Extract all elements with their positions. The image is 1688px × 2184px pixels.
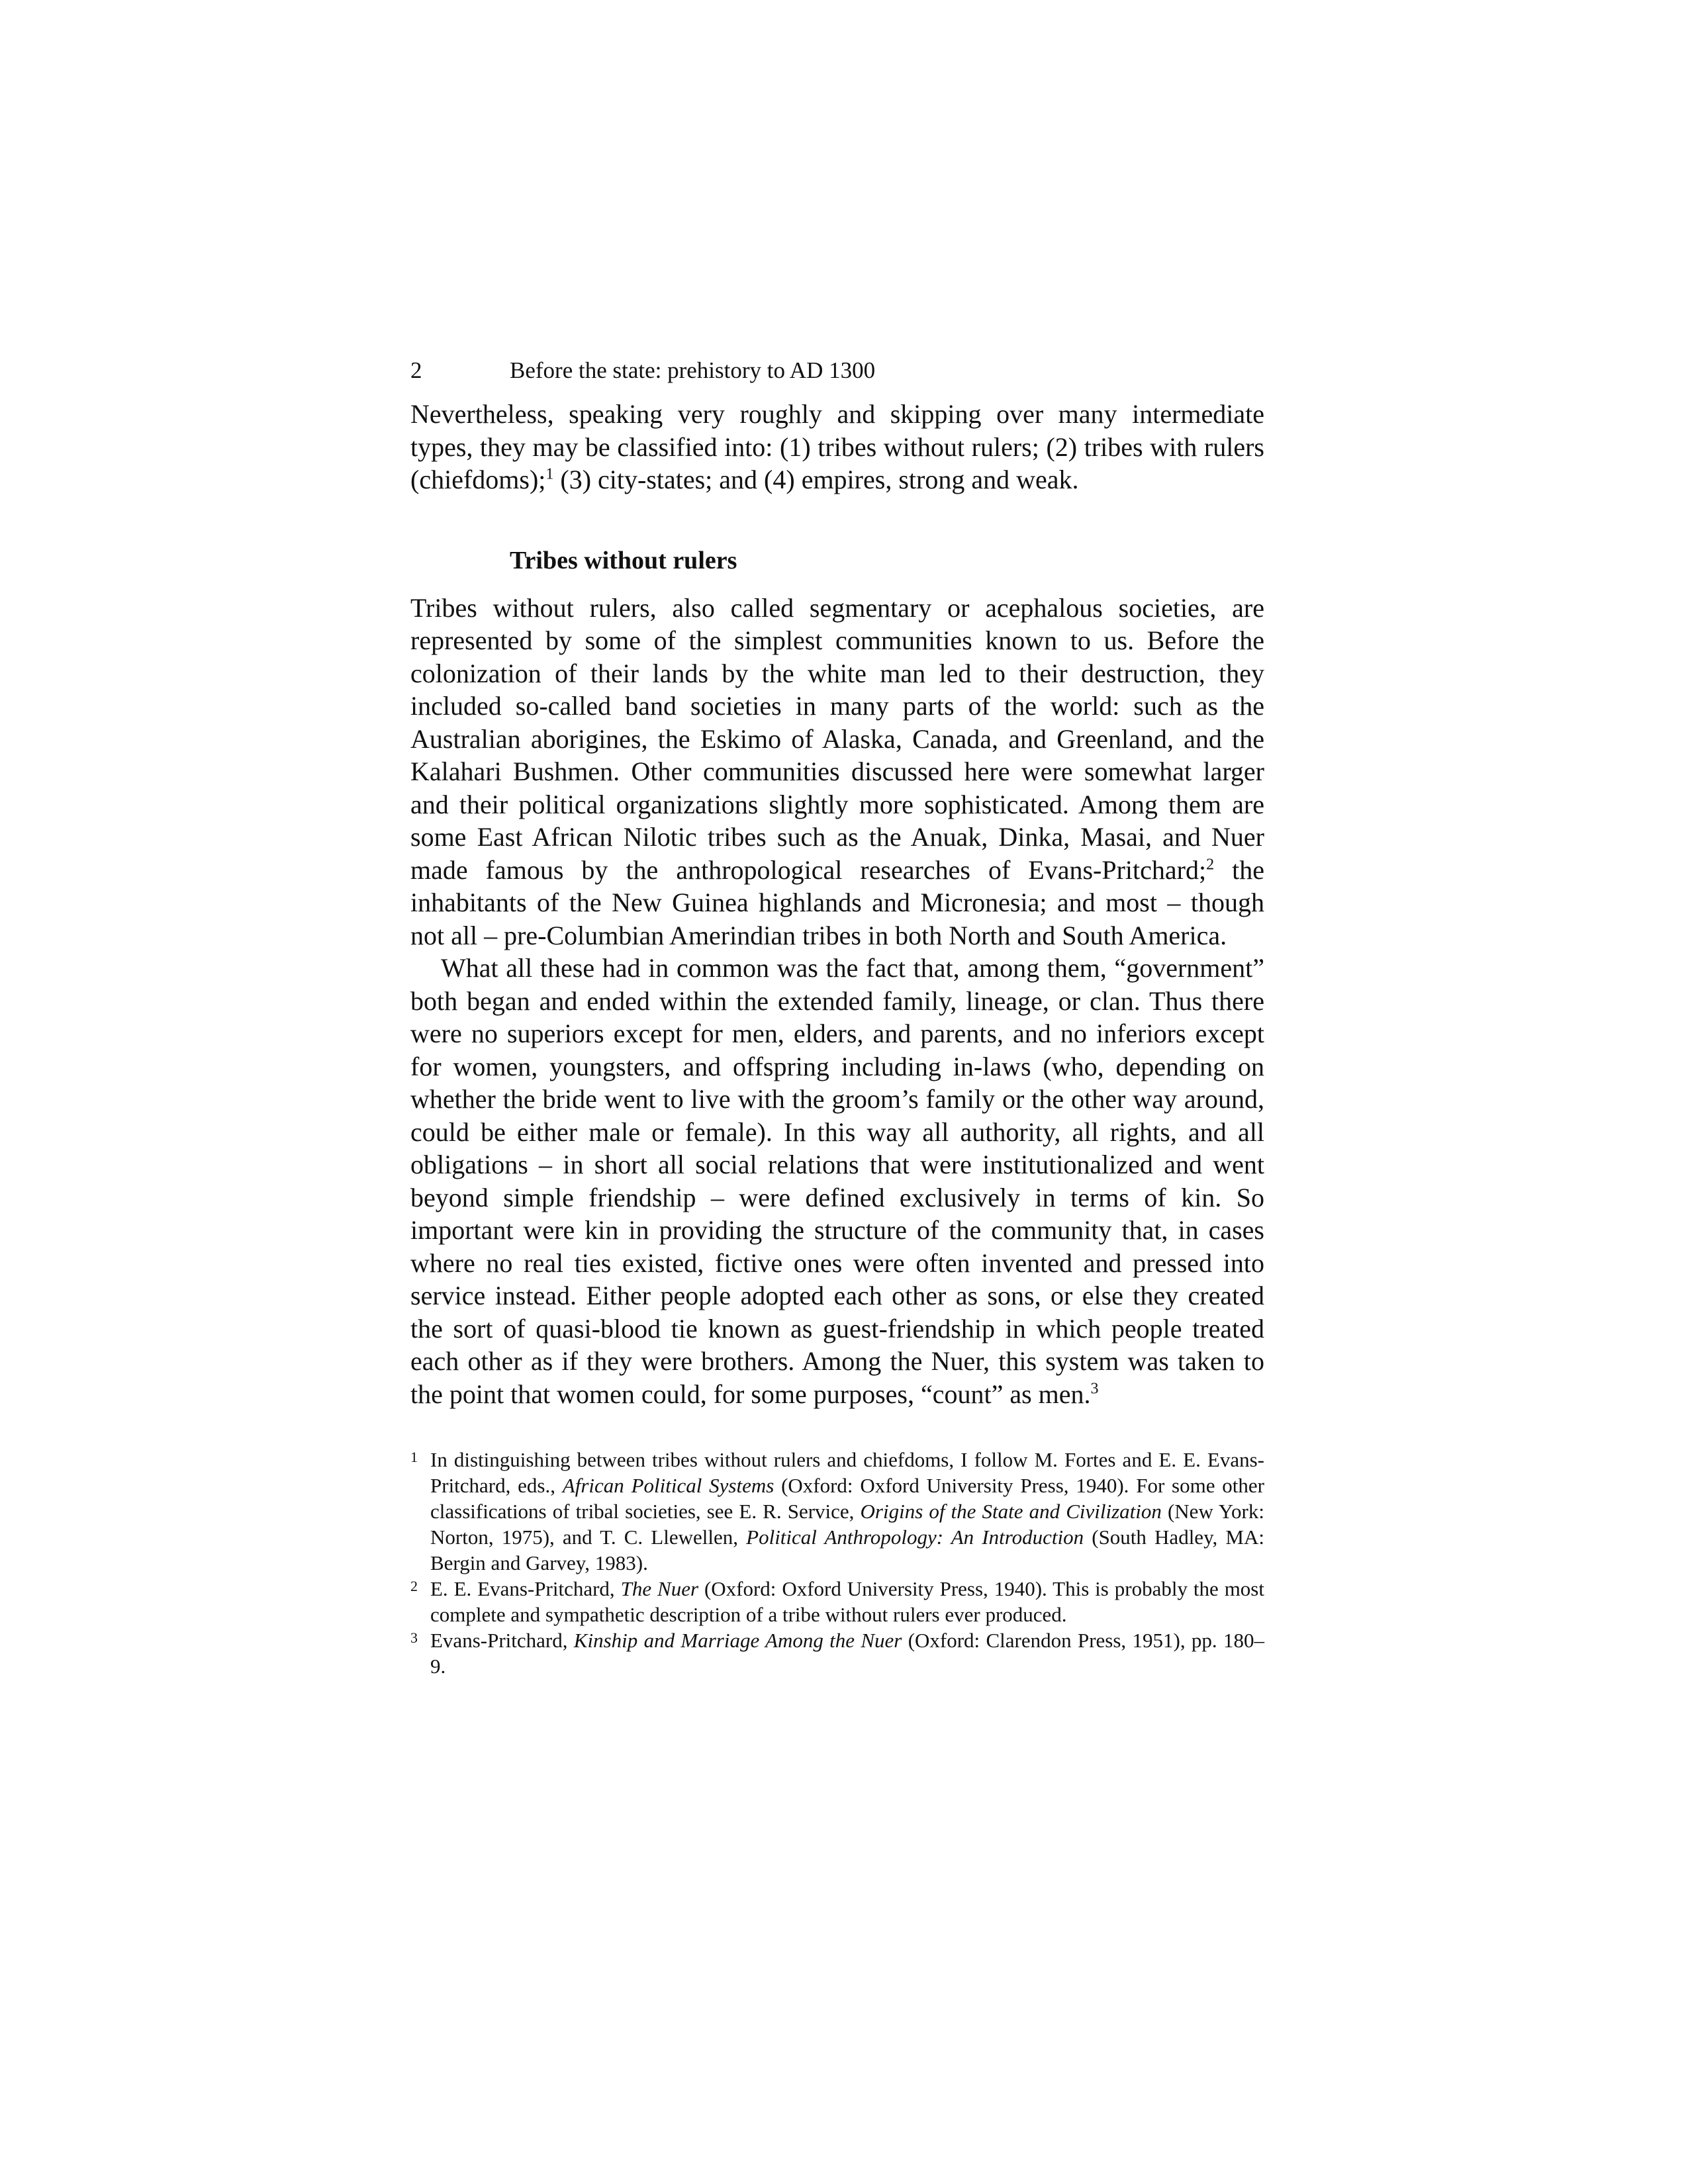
body-paragraph-2: What all these had in common was the fact that, among them, “government” both began and ended within the extended family, lineage, or clan. Thus there were no superiors except for men, elders, and parents, and no inferiors except for women, youngsters, and offspring including in-laws (who, depending on whether the bride went to live with the groom’s family or the other way around, could be either male or female). In this way all authority, all rights, and all obligations – in short all social relations that were institutionalized and went beyond simple friendship – were defined exclusively in terms of kin. So important were kin in providing the structure of the community that, in cases where no real ties existed, fictive ones were often invented and pressed into service instead. Either people adopted each other as sons, or else they created the sort of quasi-blood tie known as guest-friendship in which people treated each other as if they were brothers. Among the Nuer, this system was taken to the point that women could, for some purposes, “count” as men.$^3$ — [410, 953, 1264, 1409]
footnote-ref-1[interactable]: 1 — [545, 465, 554, 483]
running-head — [410, 354, 1264, 387]
footnote-number: 2 — [410, 1578, 418, 1594]
book-page — [410, 354, 1264, 1679]
running-title: Before the state: prehistory to AD 1300 — [510, 357, 876, 383]
footnote-ref-3[interactable]: 3 — [1090, 1380, 1099, 1398]
page-number: 2 — [410, 357, 422, 383]
footnote-3: 3 Evans-Pritchard, Kinship and Marriage Among the Nuer (Oxford: Clarendon Press, 1951), pp. 180–9. — [410, 1627, 1264, 1679]
footnotes — [410, 1447, 1264, 1679]
intro-paragraph: Nevertheless, speaking very roughly and skipping over many intermediate types, they may be classified into: (1) tribes without rulers; (2) tribes with rulers (chiefdoms);$^1$ (3) city-states; and (4) empires, strong and weak. — [410, 399, 1264, 494]
footnote-1: 1 In distinguishing between tribes without rulers and chiefdoms, I follow M. Fortes and E. E. Evans-Pritchard, eds., African Political Systems (Oxford: Oxford University Press, 1940). For some other classifications of tribal societies, see E. R. Service, Origins of the State and Civilization (New York: Norton, 1975), and T. C. Llewellen, Political Anthropology: An Introduction (South Hadley, MA: Bergin and Garvey, 1983). — [410, 1447, 1264, 1576]
footnote-ref-2[interactable]: 2 — [1206, 856, 1215, 874]
footnote-2: 2 E. E. Evans-Pritchard, The Nuer (Oxford: Oxford University Press, 1940). This is probably the most complete and sympathetic description of a tribe without rulers ever produced. — [410, 1576, 1264, 1627]
footnote-number: 3 — [410, 1629, 418, 1646]
body-paragraph-1: Tribes without rulers, also called segmentary or acephalous societies, are represented by some of the simplest communities known to us. Before the colonization of their lands by the white man led to their destruction, they included so-called band societies in many parts of the world: such as the Australian aborigines, the Eskimo of Alaska, Canada, and Greenland, and the Kalahari Bushmen. Other communities discussed here were somewhat larger and their political organizations slightly more sophisticated. Among them are some East African Nilotic tribes such as the Anuak, Dinka, Masai, and Nuer made famous by the anthropological researches of Evans-Pritchard;$^2$ the inhabitants of the New Guinea highlands and Micronesia; and most – though not all – pre-Columbian Amerindian tribes in both North and South America. — [410, 592, 1264, 950]
section-heading: Tribes without rulers — [510, 546, 737, 574]
footnote-number: 1 — [410, 1449, 418, 1465]
